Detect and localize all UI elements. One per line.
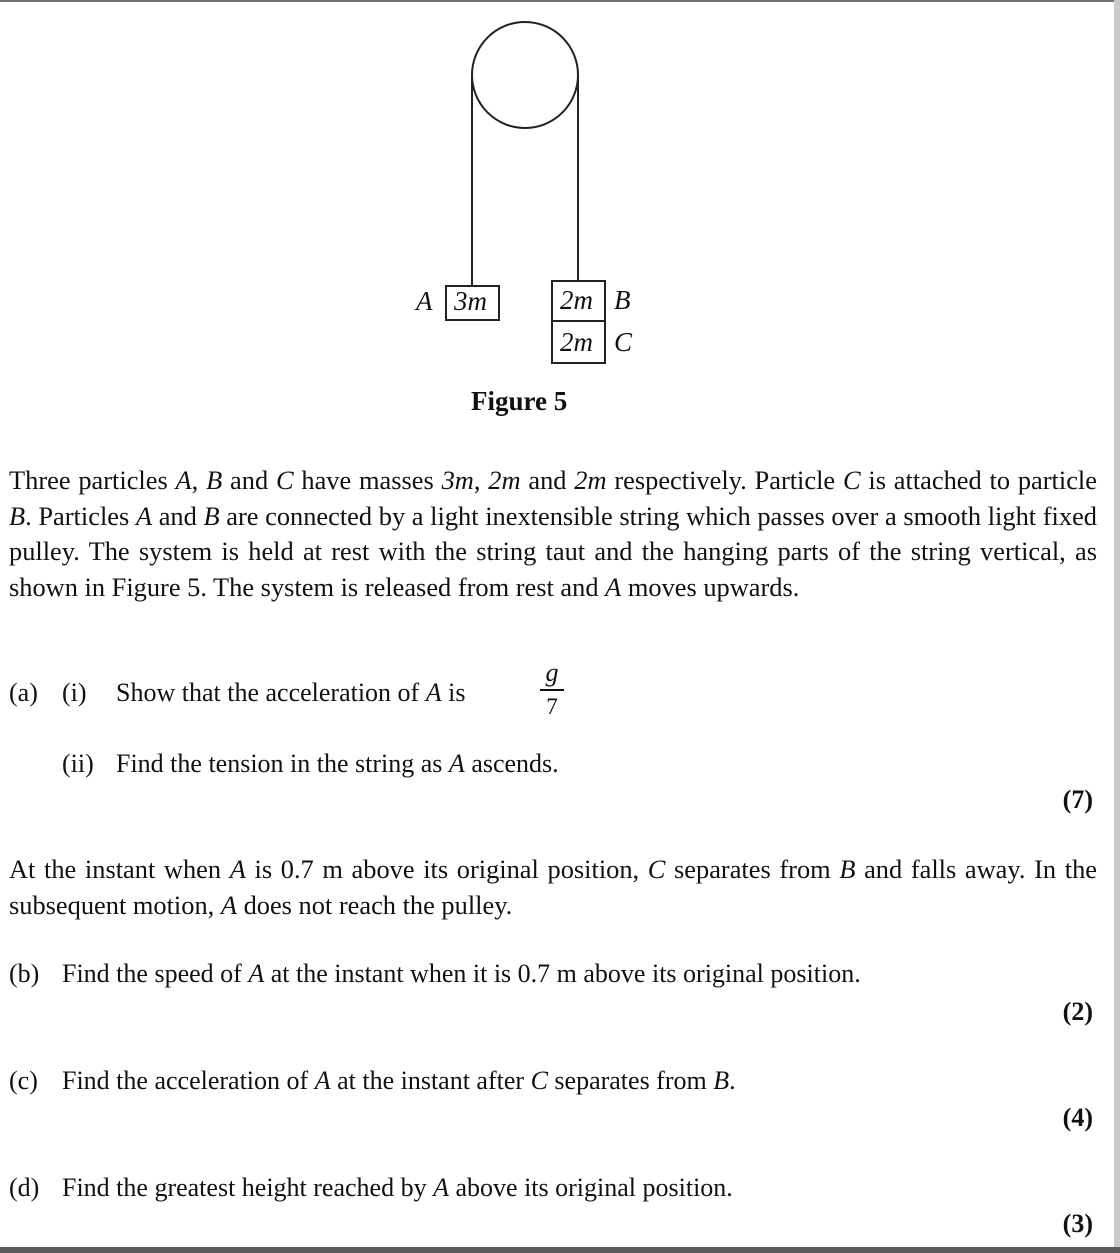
particle-a-name: A (416, 286, 433, 316)
particle-b-name: B (614, 285, 631, 315)
part-c-marks: (4) (1062, 1103, 1093, 1132)
fraction-denominator: 7 (546, 694, 558, 719)
part-b-marks: (2) (1062, 997, 1093, 1026)
figure-caption: Figure 5 (471, 386, 568, 416)
pulley-figure (0, 0, 1120, 430)
particle-c-mass: 2m (560, 327, 593, 357)
part-a-i-question: Show that the acceleration of A is (116, 678, 466, 707)
separation-paragraph: At the instant when A is 0.7 m above its original position, C separates from B and falls away. In the subsequent motion, A does not reach the pulley. (9, 854, 1097, 920)
part-a-ii-label: (ii) (62, 749, 94, 778)
part-b-label: (b) (9, 959, 40, 988)
fraction-g-over-7 (540, 660, 564, 719)
fraction-bar (540, 689, 564, 691)
part-c-question: Find the acceleration of A at the instant after C separates from B. (62, 1066, 736, 1095)
page-bottom-border (0, 1247, 1120, 1253)
part-a-marks: (7) (1062, 785, 1093, 814)
part-d-question: Find the greatest height reached by A above its original position. (62, 1173, 733, 1202)
part-d-label: (d) (9, 1173, 40, 1202)
part-c-label: (c) (9, 1066, 38, 1095)
particle-a-mass: 3m (454, 286, 487, 316)
part-a-i-label: (i) (62, 678, 87, 707)
pulley-wheel (472, 22, 578, 128)
fraction-numerator: g (545, 658, 559, 687)
part-a-ii-question: Find the tension in the string as A ascends. (116, 749, 559, 778)
intro-paragraph: Three particles A, B and C have masses 3m, 2m and 2m respectively. Particle C is attached to particle B. Particles A and B are connected by a light inextensible string which passes over a smooth light fixed pulley. The system is held at rest with the string taut and the hanging parts of the string vertical, as shown in Figure 5. The system is released from rest and A moves upwards. (9, 465, 1097, 602)
particle-c-name: C (614, 327, 633, 357)
part-d-marks: (3) (1062, 1209, 1093, 1238)
particle-b-mass: 2m (560, 285, 593, 315)
part-b-question: Find the speed of A at the instant when it is 0.7 m above its original position. (62, 959, 861, 988)
part-a-label: (a) (9, 678, 38, 707)
